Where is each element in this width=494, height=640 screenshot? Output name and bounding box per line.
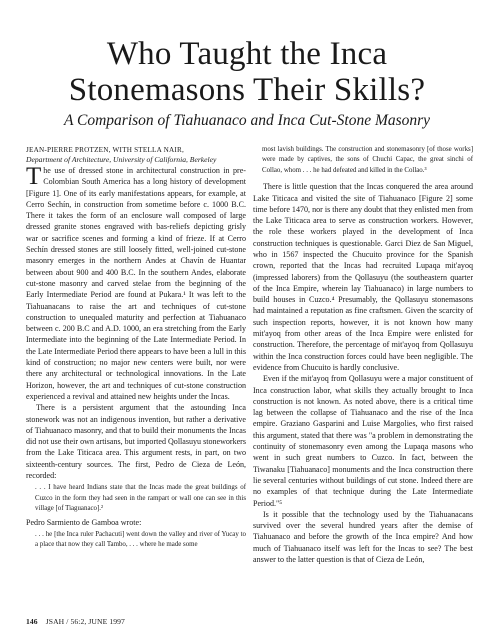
paragraph-text: he use of dressed stone in architectural construction in pre-Colombian South America has a long history of development [Figure 1]. One of its early manifestations appears, for example, at Cerro Sechín, in construction from sometime before c. 1000 B.C. There it takes the form of an enclosure wall composed of large dressed granite stones engraved with bas-reliefs depicting grisly war or sacrifice scenes and forming a kind of frieze. If at Cerro Sechín dressed stones are still loosely fitted, well-joined cut-stone masonry emerges in the northern Andes at Chavín de Huantar between about 900 and 400 B.C. In the southern Andes, elaborate cut-stone masonry and carved stelae from the beginning of the Early Intermediate Period are found at Pukara.¹ It was left to the Tiahuanacans to raise the art and techniques of cut-stone construction to unequaled maturity and perfection at Tiahuanaco between c. 200 B.C and A.D. 1000, an era stretching from the Early Intermediate into the beginning of the Late Intermediate Period. In the Late Intermediate Period there appears to have been a lull in this kind of construction; no major new centers were built, nor were there any architectural or technological innovations. In the Late Horizon, however, the art and techniques of cut-stone construction experienced a revival and attained new heights under the Incas. bbox=[26, 166, 246, 401]
left-column bbox=[26, 145, 246, 553]
right-column bbox=[253, 145, 473, 565]
article-subtitle: A Comparison of Tiahuanaco and Inca Cut-Stone Masonry bbox=[63, 112, 431, 129]
paragraph-text: There is a persistent argument that the astounding Inca stonework was not an indigenous invention, but rather a derivative of Tiahuanaco masonry, and that to build their monuments the Incas did not use their own artisans, but imported Qollasuyu stoneworkers from the Lake Titicaca area. This argument rests, in part, on two sixteenth-century sources. The first, Pedro de Cieza de León, recorded: bbox=[26, 403, 246, 481]
paragraph-text: Pedro Sarmiento de Gamboa wrote: bbox=[26, 517, 142, 527]
paragraph-text: Is it possible that the technology used by the Tiahuanacans survived over the several hundred years after the demise of Tiahuanaco and before the growth of the Inca empire? And how much of Tiahuanaco itself was left for the Incas to see? The best answer to the latter question is that of Cieza de León, bbox=[253, 509, 473, 565]
block-quote: . . . he [the Inca ruler Pachacuti] went down the valley and river of Yucay to a place that now they call Tambo, . . . where he made some bbox=[35, 530, 246, 549]
block-quote: . . . I have heard Indians state that the Incas made the great buildings of Cuzco in the form they had seen in the rampart or wall one can see in this village [of Tiaguanaco].² bbox=[35, 484, 246, 513]
drop-cap: T bbox=[26, 163, 42, 190]
title-line-2: Stonemasons Their Skills? bbox=[68, 72, 426, 108]
author-names: JEAN-PIERRE PROTZEN, WITH STELLA NAIR, bbox=[26, 146, 184, 154]
journal-citation: JSAH / 56:2, JUNE 1997 bbox=[45, 617, 125, 626]
page-footer bbox=[26, 617, 125, 626]
opening-paragraph bbox=[26, 165, 246, 402]
page-number: 146 bbox=[26, 617, 38, 626]
author-affiliation: Department of Architecture, University of California, Berkeley bbox=[26, 155, 217, 164]
paragraph-text: There is little question that the Incas conquered the area around Lake Titicaca and visited the site of Tiahuanaco [Figure 2] some time before 1470, nor is there any doubt that they enlisted men from the Lake Titicaca area to serve as construction workers. However, the role these workers played in the development of Inca construction techniques is questionable. Garci Diez de San Miguel, who in 1567 inspected the Chucuito province for the Spanish crown, reported that the Incas had recruited Lupaqa mit'ayoq (impressed laborers) from the Qollasuyu (the southeastern quarter of the Inca Empire, wherein lay Tiahuanaco) in large numbers to build houses in Cuzco.⁴ Presumably, the Qollasuyu stonemasons had maintained a reputation as fine craftsmen. Given the scarcity of such inspection reports, however, it is not known how many mit'ayoq from other areas of the Inca Empire were enlisted for construction. Therefore, the percentage of mit'ayoq from Qollasuyu within the Inca construction forces could have been negligible. The evidence from Chucuito is hardly conclusive. bbox=[253, 182, 473, 372]
article-title bbox=[20, 36, 474, 108]
paragraph-text: Even if the mit'ayoq from Qollasuyu were a major constituent of Inca construction labor, what skills they actually brought to Inca construction is not known. As noted above, there is a critical time lag between the collapse of Tiahuanaco and the rise of the Inca empire. Graziano Gasparini and Luise Margolies, who first raised this argument, stated that there was "a problem in demonstrating the continuity of stonemasonry even among the Lupaqa masons who went in such great numbers to Cuzco. In fact, between the Tiwanaku [Tiahuanaco] monuments and the Inca construction there lie several centuries without buildings of cut stone. Indeed there are no examples of that technique during the Late Intermediate Period."⁵ bbox=[253, 374, 473, 508]
title-line-1: Who Taught the Inca bbox=[106, 36, 388, 72]
block-quote-continued: most lavish buildings. The construction and stonemasonry [of those works] were made by captives, the sons of Chuchi Capac, the great sinchi of Collao, whom . . . he had defeated and killed in the Collao.³ bbox=[262, 146, 473, 174]
